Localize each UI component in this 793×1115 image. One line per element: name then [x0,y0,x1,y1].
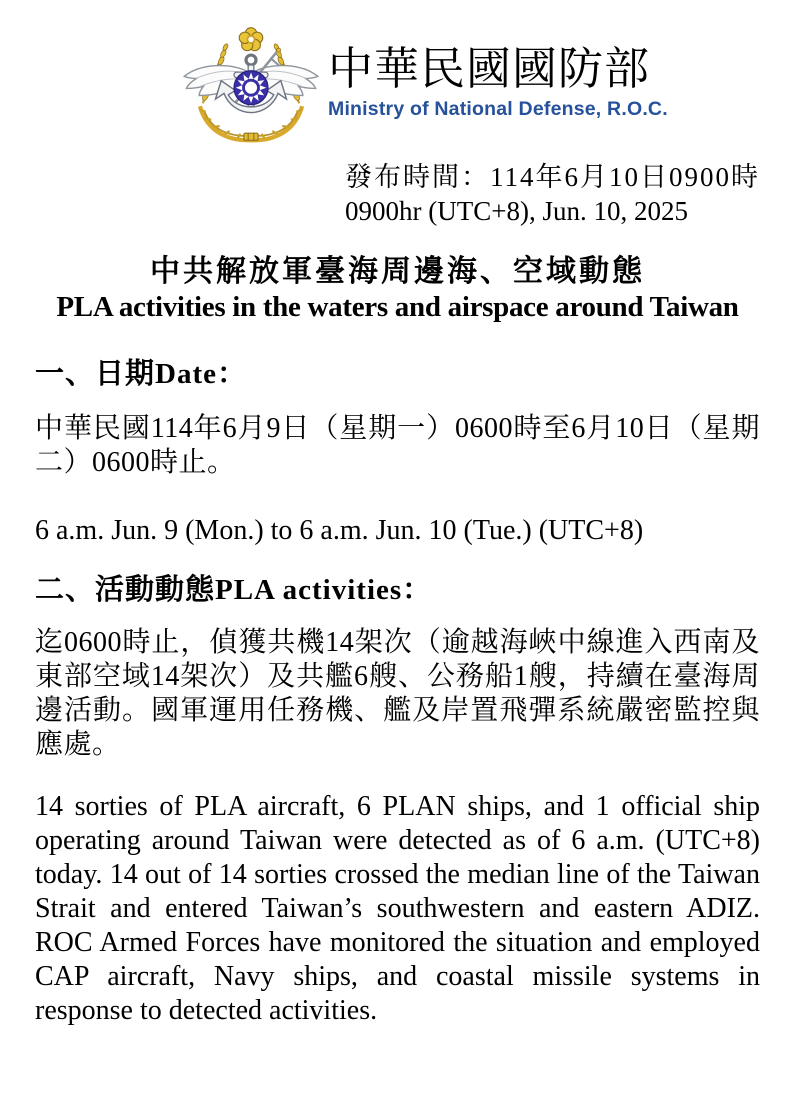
document-title [35,254,760,324]
document-title-en: PLA activities in the waters and airspace around Taiwan [56,291,739,323]
release-time-en: 0900hr (UTC+8), Jun. 10, 2025 [345,196,688,226]
section-date-heading: 一、日期Date： [35,358,247,390]
date-paragraph-en: 6 a.m. Jun. 9 (Mon.) to 6 a.m. Jun. 10 (Tue.) (UTC+8) [35,515,644,546]
org-name-en: Ministry of National Defense, R.O.C. [328,98,668,121]
sun-disc [234,71,268,105]
plum-blossom [239,28,263,51]
section-activities [35,572,760,1028]
activities-paragraph-en: 14 sorties of PLA aircraft, 6 PLAN ships, and 1 official ship operating around Taiwan were detected as of 6 a.m. (UTC+8) today. 14 out of 14 sorties crossed the median line of the Taiwan Strait and entered Taiwan’s southwestern and eastern ADIZ. ROC Armed Forces have monitored the situation and employed CAP aircraft, Navy ships, and coastal missile systems in response to detected activities. [35,791,760,1026]
activities-paragraph-zh: 迄0600時止，偵獲共機14架次（逾越海峽中線進入西南及東部空域14架次）及共艦6艘、公務船1艘，持續在臺海周邊活動。國軍運用任務機、艦及岸置飛彈系統嚴密監控與應處。 [35,627,760,760]
document-title-zh: 中共解放軍臺海周邊海、空域動態 [150,255,645,288]
mnd-emblem-icon [180,26,322,148]
org-names [328,26,668,121]
release-time-zh: 發布時間：114年6月10日0900時 [345,162,760,192]
date-paragraph-zh: 中華民國114年6月9日（星期一）0600時至6月10日（星期二）0600時止。 [35,413,760,478]
section-date [35,356,760,548]
org-name-zh: 中華民國國防部 [328,44,651,94]
section-activities-heading: 二、活動動態PLA activities： [35,574,433,606]
release-time [345,160,760,228]
document-header [180,26,760,150]
